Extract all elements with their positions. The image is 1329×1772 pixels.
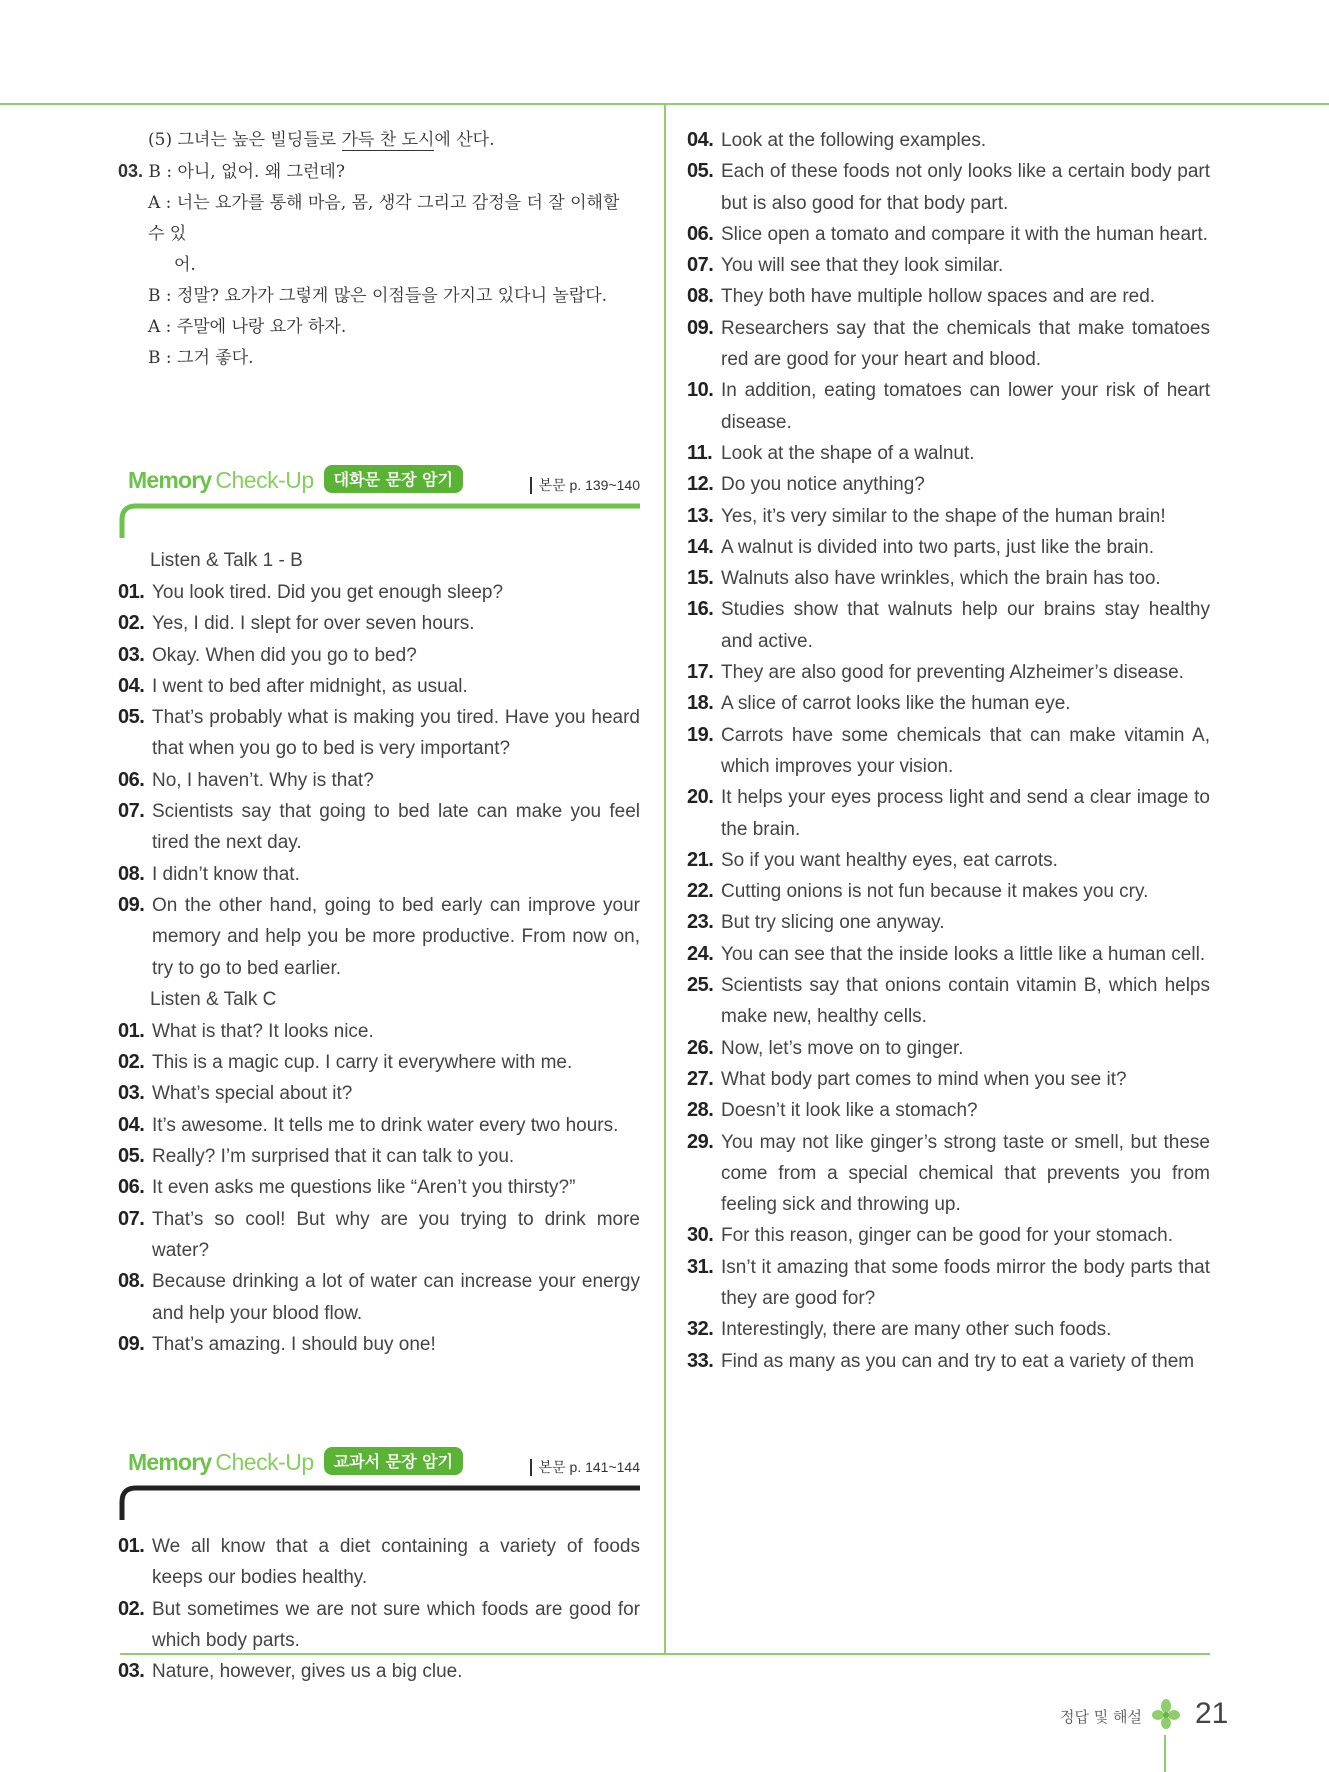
list-item: [118, 640, 640, 671]
list-item: [118, 1016, 640, 1047]
item-number: 08.: [118, 1270, 145, 1293]
item-text: This is a magic cup. I carry it everywhere with me.: [152, 1052, 573, 1074]
list-item: [687, 532, 1210, 563]
section-title: Memory Check-Up 대화문 문장 암기: [128, 465, 463, 494]
list-item: [687, 250, 1210, 281]
item-text: You may not like ginger’s strong taste or smell, but these come from a special chemical that prevents you from feeling sick and throwing up.: [721, 1131, 1210, 1216]
item-number: 26.: [687, 1036, 714, 1059]
item-number: 33.: [687, 1349, 714, 1372]
item-text: Yes, it’s very similar to the shape of the human brain!: [721, 505, 1166, 527]
column-divider: [664, 104, 666, 1654]
list-item: [118, 671, 640, 702]
item-text: Scientists say that going to bed late can make you feel tired the next day.: [152, 801, 640, 854]
list-item: [687, 720, 1210, 783]
item-text: Slice open a tomato and compare it with the human heart.: [721, 223, 1208, 245]
list-item: [118, 890, 640, 984]
item-text: Scientists say that onions contain vitamin B, which helps make new, healthy cells.: [721, 975, 1210, 1028]
item-number: 05.: [118, 1145, 145, 1168]
korean-line-5: (5) 그녀는 높은 빌딩들로 가득 찬 도시에 산다.: [148, 130, 495, 150]
memory-checkup-header-textbook: [118, 1447, 640, 1527]
list-item: [687, 1220, 1210, 1251]
section-badge: 교과서 문장 암기: [324, 1447, 463, 1475]
item-text: It even asks me questions like “Aren’t you thirsty?”: [152, 1177, 576, 1199]
item-number: 02.: [118, 1597, 145, 1620]
item-number: 18.: [687, 692, 714, 715]
list-item: [687, 1127, 1210, 1221]
subsection-title: Listen & Talk 1 - B: [150, 550, 303, 571]
item-text: So if you want healthy eyes, eat carrots.: [721, 849, 1058, 871]
item-number: 20.: [687, 786, 714, 809]
item-text: For this reason, ginger can be good for your stomach.: [721, 1225, 1174, 1247]
list-item: [687, 1314, 1210, 1345]
item-text: Because drinking a lot of water can increase your energy and help your blood flow.: [152, 1271, 640, 1324]
list-item: [687, 657, 1210, 688]
section-title: Memory Check-Up 교과서 문장 암기: [128, 1447, 463, 1476]
left-column: [118, 125, 640, 1688]
item-number: 04.: [118, 674, 145, 697]
list-item: [118, 796, 640, 859]
list-item: [118, 1266, 640, 1329]
section-badge: 대화문 문장 암기: [324, 465, 463, 493]
item-text: Walnuts also have wrinkles, which the brain has too.: [721, 568, 1161, 590]
list-item: [118, 1329, 640, 1360]
item-number: 04.: [118, 1113, 145, 1136]
item-text: Do you notice anything?: [721, 474, 925, 496]
page-reference: 본문 p. 141~144: [530, 1459, 640, 1476]
item-number: 11.: [687, 441, 713, 464]
item-number: 14.: [687, 535, 714, 558]
item-number: 08.: [118, 862, 145, 885]
item-number: 02.: [118, 1051, 145, 1074]
list-item: [687, 1252, 1210, 1315]
page-number: 21: [1195, 1697, 1229, 1730]
item-number: 29.: [687, 1130, 714, 1153]
item-number: 06.: [118, 1176, 145, 1199]
item-text: You will see that they look similar.: [721, 255, 1004, 277]
item-text: Nature, however, gives us a big clue.: [152, 1661, 463, 1683]
item-text: That’s probably what is making you tired. Have you heard that when you go to bed is very important?: [152, 707, 640, 760]
item-number: 15.: [687, 567, 714, 590]
item-number: 06.: [687, 222, 714, 245]
item-text: A slice of carrot looks like the human eye.: [721, 693, 1071, 715]
list-item: [687, 156, 1210, 219]
item-text: Carrots have some chemicals that can make vitamin A, which improves your vision.: [721, 724, 1210, 777]
list-item: [118, 1141, 640, 1172]
right-column: [687, 125, 1210, 1377]
item-text: But try slicing one anyway.: [721, 912, 945, 934]
leaf-icon: [1151, 1698, 1181, 1737]
page-footer: [1060, 1696, 1229, 1736]
memory-checkup-header-dialogue: [118, 465, 640, 545]
item-text: Yes, I did. I slept for over seven hours.: [152, 613, 475, 635]
list-item: [687, 469, 1210, 500]
item-number: 03.: [118, 1082, 145, 1105]
item-text: It helps your eyes process light and send a clear image to the brain.: [721, 787, 1210, 840]
korean-line-03: 03. B : 아니, 없어. 왜 그런데?: [118, 161, 345, 182]
korean-line: B : 정말? 요가가 그렇게 많은 이점들을 가지고 있다니 놀랍다.: [148, 286, 608, 306]
item-number: 09.: [118, 893, 145, 916]
item-number: 24.: [687, 942, 714, 965]
item-text: I didn’t know that.: [152, 863, 300, 885]
list-item: [687, 970, 1210, 1033]
list-item: [687, 125, 1210, 156]
list-item: [687, 907, 1210, 938]
item-number: 19.: [687, 723, 714, 746]
list-item: [687, 501, 1210, 532]
item-text: Okay. When did you go to bed?: [152, 644, 417, 666]
item-number: 09.: [118, 1332, 145, 1355]
list-item: [118, 1656, 640, 1687]
item-number: 17.: [687, 661, 714, 684]
item-text: It’s awesome. It tells me to drink water every two hours.: [152, 1114, 619, 1136]
item-text: What body part comes to mind when you see it?: [721, 1068, 1127, 1090]
item-number: 08.: [687, 285, 714, 308]
textbook-sentence-list: [118, 1531, 640, 1687]
item-number: 21.: [687, 848, 714, 871]
korean-line: A : 너는 요가를 통해 마음, 몸, 생각 그리고 감정을 더 잘 이해할 수 있: [148, 193, 620, 244]
page-reference: 본문 p. 139~140: [530, 477, 640, 494]
item-number: 13.: [687, 504, 714, 527]
item-text: Look at the shape of a walnut.: [721, 442, 975, 464]
list-item: [118, 577, 640, 608]
item-text: Find as many as you can and try to eat a variety of them: [721, 1350, 1195, 1372]
item-text: I went to bed after midnight, as usual.: [152, 675, 468, 697]
item-text: That’s amazing. I should buy one!: [152, 1333, 436, 1355]
list-item: [118, 765, 640, 796]
list-item: [118, 1047, 640, 1078]
item-text: Now, let’s move on to ginger.: [721, 1037, 964, 1059]
item-number: 22.: [687, 880, 714, 903]
item-text: We all know that a diet containing a variety of foods keeps our bodies healthy.: [152, 1536, 640, 1589]
item-number: 07.: [118, 800, 145, 823]
item-number: 23.: [687, 911, 714, 934]
list-item: [118, 702, 640, 765]
item-text: Isn’t it amazing that some foods mirror the body parts that they are good for?: [721, 1256, 1210, 1309]
item-number: 01.: [118, 581, 145, 603]
list-item: [687, 1095, 1210, 1126]
footer-label: 정답 및 해설: [1060, 1708, 1142, 1726]
item-number: 27.: [687, 1067, 714, 1090]
list-item: [118, 1531, 640, 1594]
list-item: [687, 219, 1210, 250]
item-text: No, I haven’t. Why is that?: [152, 769, 374, 791]
item-number: 32.: [687, 1318, 714, 1341]
item-number: 30.: [687, 1224, 714, 1247]
item-number: 25.: [687, 974, 714, 997]
item-text: In addition, eating tomatoes can lower your risk of heart disease.: [721, 380, 1210, 433]
item-text: A walnut is divided into two parts, just like the brain.: [721, 536, 1155, 558]
item-text: Doesn’t it look like a stomach?: [721, 1100, 978, 1122]
item-number: 01.: [118, 1019, 145, 1042]
item-text: Each of these foods not only looks like a certain body part but is also good for that body part.: [721, 161, 1210, 214]
list-item: [687, 876, 1210, 907]
item-number: 16.: [687, 598, 714, 621]
dialogue-list-talk1: [118, 577, 640, 984]
item-number: 28.: [687, 1099, 714, 1122]
item-text: That’s so cool! But why are you trying to drink more water?: [152, 1208, 640, 1261]
footer-stem: [1164, 1735, 1166, 1772]
item-number: 09.: [687, 316, 714, 339]
item-number: 31.: [687, 1255, 714, 1278]
list-item: [687, 1346, 1210, 1377]
item-text: You can see that the inside looks a little like a human cell.: [721, 943, 1206, 965]
list-item: [687, 281, 1210, 312]
item-text: Cutting onions is not fun because it makes you cry.: [721, 881, 1149, 903]
item-number: 05.: [687, 160, 714, 183]
list-item: [118, 1594, 640, 1657]
item-number: 06.: [118, 768, 145, 791]
bracket-decoration: [118, 1480, 640, 1520]
item-number: 05.: [118, 706, 145, 729]
item-number: 10.: [687, 379, 714, 402]
bracket-decoration: [118, 498, 640, 538]
item-text: They are also good for preventing Alzheimer’s disease.: [721, 662, 1184, 684]
item-text: Researchers say that the chemicals that make tomatoes red are good for your heart and blood.: [721, 317, 1210, 371]
list-item: [687, 563, 1210, 594]
item-text: They both have multiple hollow spaces and are red.: [721, 286, 1156, 308]
list-item: [687, 313, 1210, 376]
korean-line: A : 주말에 나랑 요가 하자.: [148, 317, 347, 337]
list-item: [118, 1172, 640, 1203]
list-item: [687, 845, 1210, 876]
list-item: [118, 1110, 640, 1141]
item-text: Interestingly, there are many other such foods.: [721, 1319, 1112, 1341]
list-item: [687, 688, 1210, 719]
list-item: [118, 859, 640, 890]
item-number: 02.: [118, 612, 145, 635]
list-item: [118, 1204, 640, 1267]
item-text: What’s special about it?: [152, 1083, 353, 1105]
item-number: 03.: [118, 643, 145, 666]
item-text: Studies show that walnuts help our brains stay healthy and active.: [721, 599, 1210, 652]
korean-line: 어.: [174, 255, 196, 275]
list-item: [687, 939, 1210, 970]
list-item: [118, 608, 640, 639]
item-text: Look at the following examples.: [721, 130, 987, 151]
item-text: What is that? It looks nice.: [152, 1020, 374, 1042]
list-item: [687, 375, 1210, 438]
item-text: Really? I’m surprised that it can talk to you.: [152, 1146, 515, 1168]
item-text: You look tired. Did you get enough sleep?: [152, 582, 504, 603]
list-item: [118, 1078, 640, 1109]
list-item: [687, 594, 1210, 657]
dialogue-list-talkc: [118, 1016, 640, 1360]
list-item: [687, 438, 1210, 469]
item-number: 03.: [118, 1660, 145, 1683]
item-number: 01.: [118, 1535, 145, 1558]
list-item: [687, 1064, 1210, 1095]
item-number: 07.: [687, 254, 714, 277]
item-number: 07.: [118, 1207, 145, 1230]
item-text: But sometimes we are not sure which foods are good for which body parts.: [152, 1598, 640, 1652]
item-number: 04.: [687, 129, 714, 151]
subsection-title: Listen & Talk C: [150, 988, 277, 1010]
list-item: [687, 1033, 1210, 1064]
item-text: On the other hand, going to bed early can improve your memory and help you be more productive. From now on, try to go to bed earlier.: [152, 894, 640, 979]
korean-line: B : 그거 좋다.: [148, 348, 254, 368]
textbook-sentence-list: [687, 125, 1210, 1377]
item-number: 12.: [687, 473, 714, 496]
list-item: [687, 782, 1210, 845]
